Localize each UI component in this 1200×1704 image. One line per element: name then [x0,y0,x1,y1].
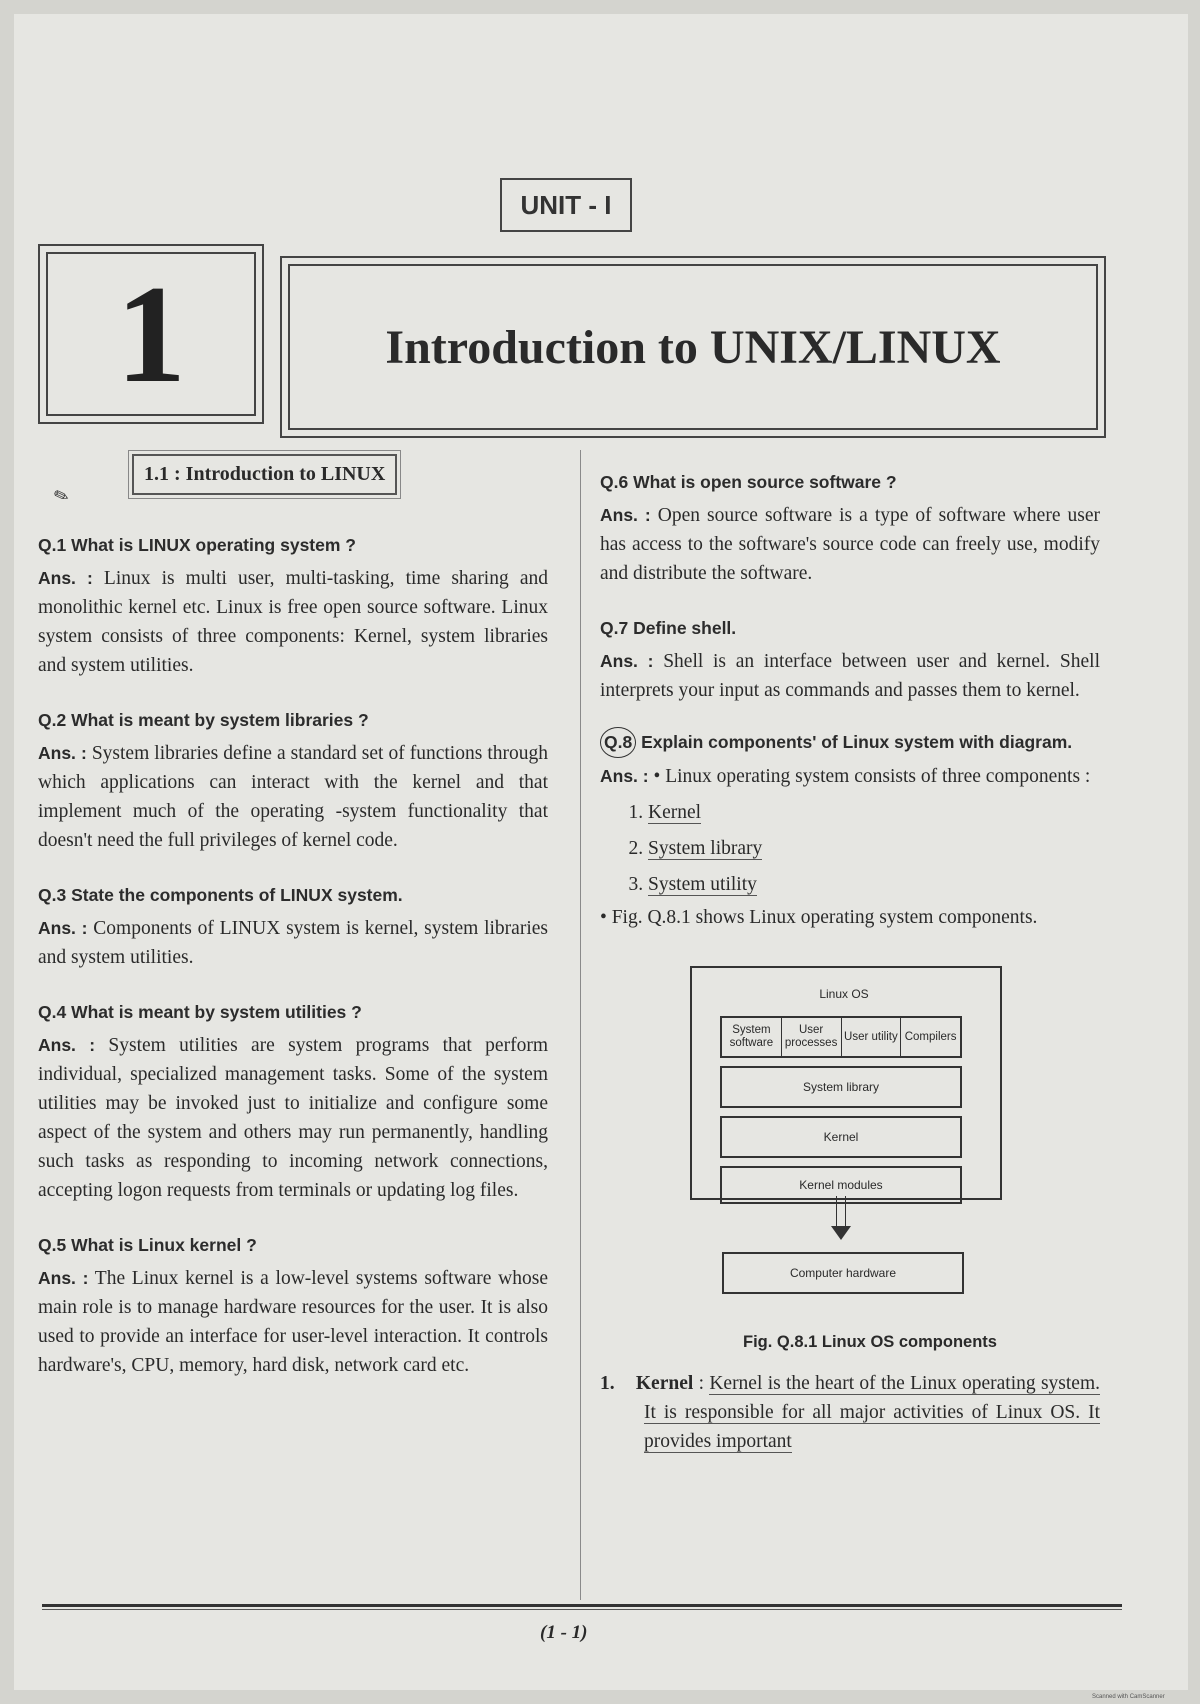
question-3: Q.3 State the components of LINUX system. [38,885,403,905]
ans-label: Ans. : [600,505,651,525]
answer-2 [38,739,548,855]
question-8-text: Explain components' of Linux system with diagram. [636,732,1073,752]
arrowhead-icon [831,1226,851,1240]
figure-reference: • Fig. Q.8.1 shows Linux operating system components. [600,907,1038,928]
answer-text: Components of LINUX system is kernel, system libraries and system utilities. [38,918,548,968]
kernel-separator: : [693,1373,710,1394]
footer-rule [42,1604,1122,1607]
component-name: System library [648,838,763,859]
page-number: (1 - 1) [540,1622,588,1643]
question-7: Q.7 Define shell. [600,618,737,638]
answer-4 [38,1031,548,1205]
user-utility-cell: User utility [842,1018,902,1056]
left-column [38,450,548,1380]
ans-label: Ans. : [600,766,649,786]
question-6: Q.6 What is open source software ? [600,472,897,492]
ans-label: Ans. : [38,743,87,763]
list-item [648,795,1100,831]
list-item [648,831,1100,867]
user-layer-row [720,1016,962,1058]
right-column [600,468,1100,1456]
chapter-number: 1 [46,252,256,416]
figure-reference-text: Fig. Q.8.1 shows Linux operating system components. [611,907,1038,928]
list-item [648,867,1100,903]
kernel-modules-box: Kernel modules [720,1166,962,1204]
kernel-item-number: 1. [600,1373,615,1394]
question-1: Q.1 What is LINUX operating system ? [38,535,356,555]
ans-label: Ans. : [38,1268,89,1288]
compilers-cell: Compilers [904,1030,957,1043]
arrow-down-icon [836,1196,846,1226]
answer-text: Open source software is a type of software where user has access to the software's source code can freely use, modify and distribute the software. [600,505,1100,584]
footer-rule-thin [42,1609,1122,1610]
system-library-box: System library [720,1066,962,1108]
kernel-box: Kernel [720,1116,962,1158]
chapter-title: Introduction to UNIX/LINUX [288,264,1098,430]
kernel-term: Kernel [635,1373,694,1394]
question-8-number: Q.8 [600,727,636,758]
ans-label: Ans. : [600,651,654,671]
answer-text: • Linux operating system consists of three components : [648,766,1091,787]
kernel-paragraph [600,1369,1100,1456]
computer-hardware-box: Computer hardware [722,1252,964,1294]
answer-7 [600,647,1100,705]
answer-1 [38,564,548,680]
user-processes-cell: User processes [782,1018,842,1056]
pen-mark-icon: ✎ [50,484,73,509]
ans-label: Ans. : [38,568,93,588]
column-divider [580,450,581,1600]
chapter-number-box [38,244,264,424]
components-list [600,795,1100,903]
answer-text: Shell is an interface between user and kernel. Shell interprets your input as commands and passes them to kernel. [600,651,1100,701]
question-4: Q.4 What is meant by system utilities ? [38,1002,362,1022]
question-5: Q.5 What is Linux kernel ? [38,1235,257,1255]
answer-text: System libraries define a standard set of functions through which applications can interact with the kernel and that implement much of the operating -system functionality that doesn't need the full privileges of kernel code. [38,743,548,851]
question-8 [600,727,1100,758]
answer-8 [600,762,1100,791]
section-heading: 1.1 : Introduction to LINUX [132,454,397,495]
answer-text: Linux is multi user, multi-tasking, time sharing and monolithic kernel etc. Linux is free open source software. Linux system consists of three components: Kernel, system libraries and system utilities. [38,568,548,676]
unit-label: UNIT - I [500,178,632,232]
answer-3 [38,914,548,972]
answer-5 [38,1264,548,1380]
scanner-watermark: Scanned with CamScanner [1092,1694,1165,1700]
figure-caption: Fig. Q.8.1 Linux OS components [743,1333,997,1351]
question-2: Q.2 What is meant by system libraries ? [38,710,369,730]
ans-label: Ans. : [38,918,88,938]
linux-os-label: Linux OS [819,987,869,1001]
component-name: System utility [648,874,757,895]
answer-6 [600,501,1100,588]
linux-os-diagram [690,966,1002,1318]
ans-label: Ans. : [38,1035,96,1055]
chapter-title-box [280,256,1106,438]
answer-text: System utilities are system programs that perform individual, specialized management tasks. Some of the system utilities may be invoked just to initialize and configure some aspect of the system and others may run permanently, handling such tasks as responding to incoming network connections, accepting logon requests from terminals or updating log files. [38,1035,548,1201]
kernel-description: Kernel is the heart of the Linux operating system. It is responsible for all major activities of Linux OS. It provides important [644,1373,1101,1452]
section-heading-frame [128,450,401,499]
system-software-cell: System software [722,1018,782,1056]
answer-text: The Linux kernel is a low-level systems software whose main role is to manage hardware resources for the user. It is also used to provide an interface for user-level interaction. It controls hardware's, CPU, memory, hard disk, network card etc. [38,1268,548,1376]
component-name: Kernel [648,802,702,823]
